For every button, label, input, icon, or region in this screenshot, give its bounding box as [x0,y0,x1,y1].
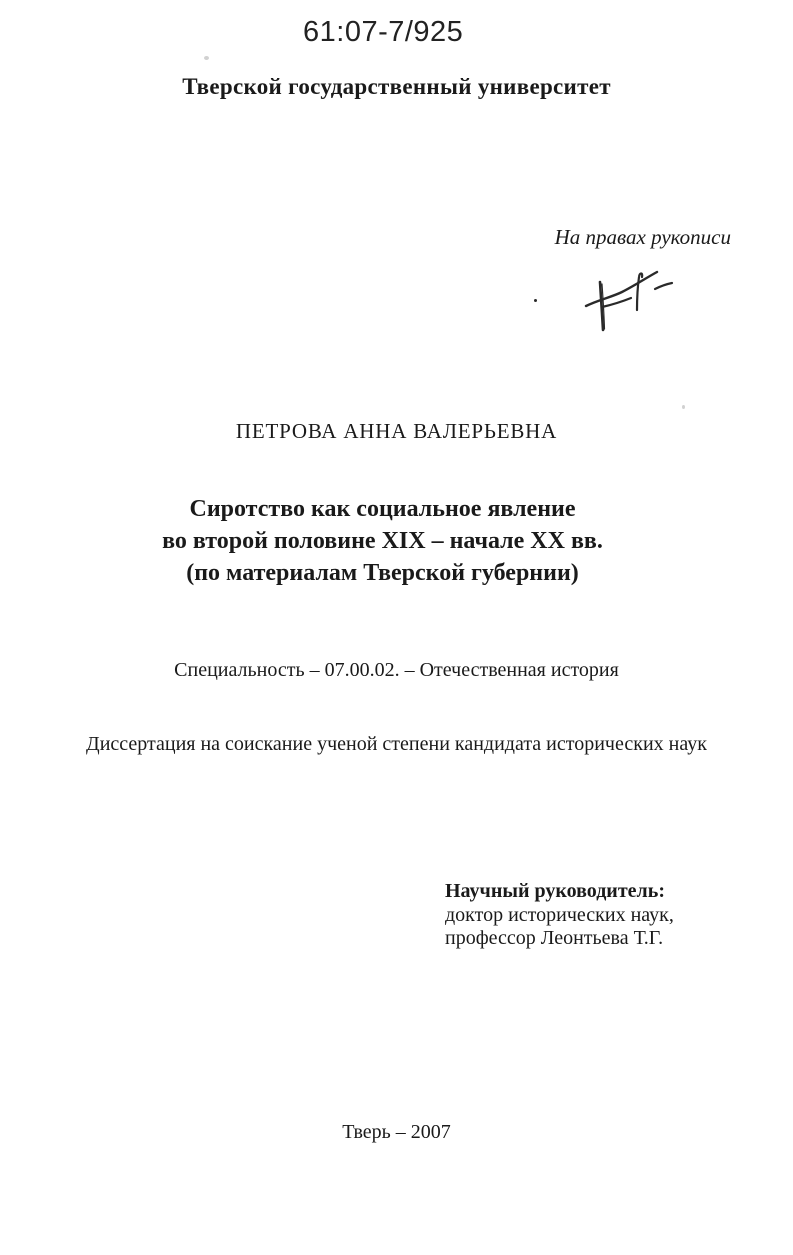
city-and-year: Тверь – 2007 [342,1121,451,1143]
catalog-number: 61:07-7/925 [303,16,464,48]
supervisor-label: Научный руководитель: [445,880,665,902]
scan-speck [204,56,209,60]
title-line-1: Сиротство как социальное явление [189,496,576,522]
specialty-line: Специальность – 07.00.02. – Отечественная история [174,659,619,681]
supervisor-name: профессор Леонтьева Т.Г. [445,927,664,949]
author-name: ПЕТРОВА АННА ВАЛЕРЬЕВНА [235,419,558,443]
title-line-2: во второй половине XIX – начале XX вв. [162,528,603,554]
supervisor-block [445,880,674,951]
title-line-3: (по материалам Тверской губернии) [186,560,579,586]
dissertation-title [0,493,779,589]
university-name: Тверской государственный университет [182,74,611,99]
manuscript-rights-note: На правах рукописи [554,225,731,249]
scan-speck [682,405,685,409]
supervisor-degree: доктор исторических наук, [445,903,674,926]
ink-dot [534,299,537,302]
thesis-type-line: Диссертация на соискание ученой степени кандидата исторических наук [86,733,707,755]
handwritten-signature-icon [520,258,690,343]
